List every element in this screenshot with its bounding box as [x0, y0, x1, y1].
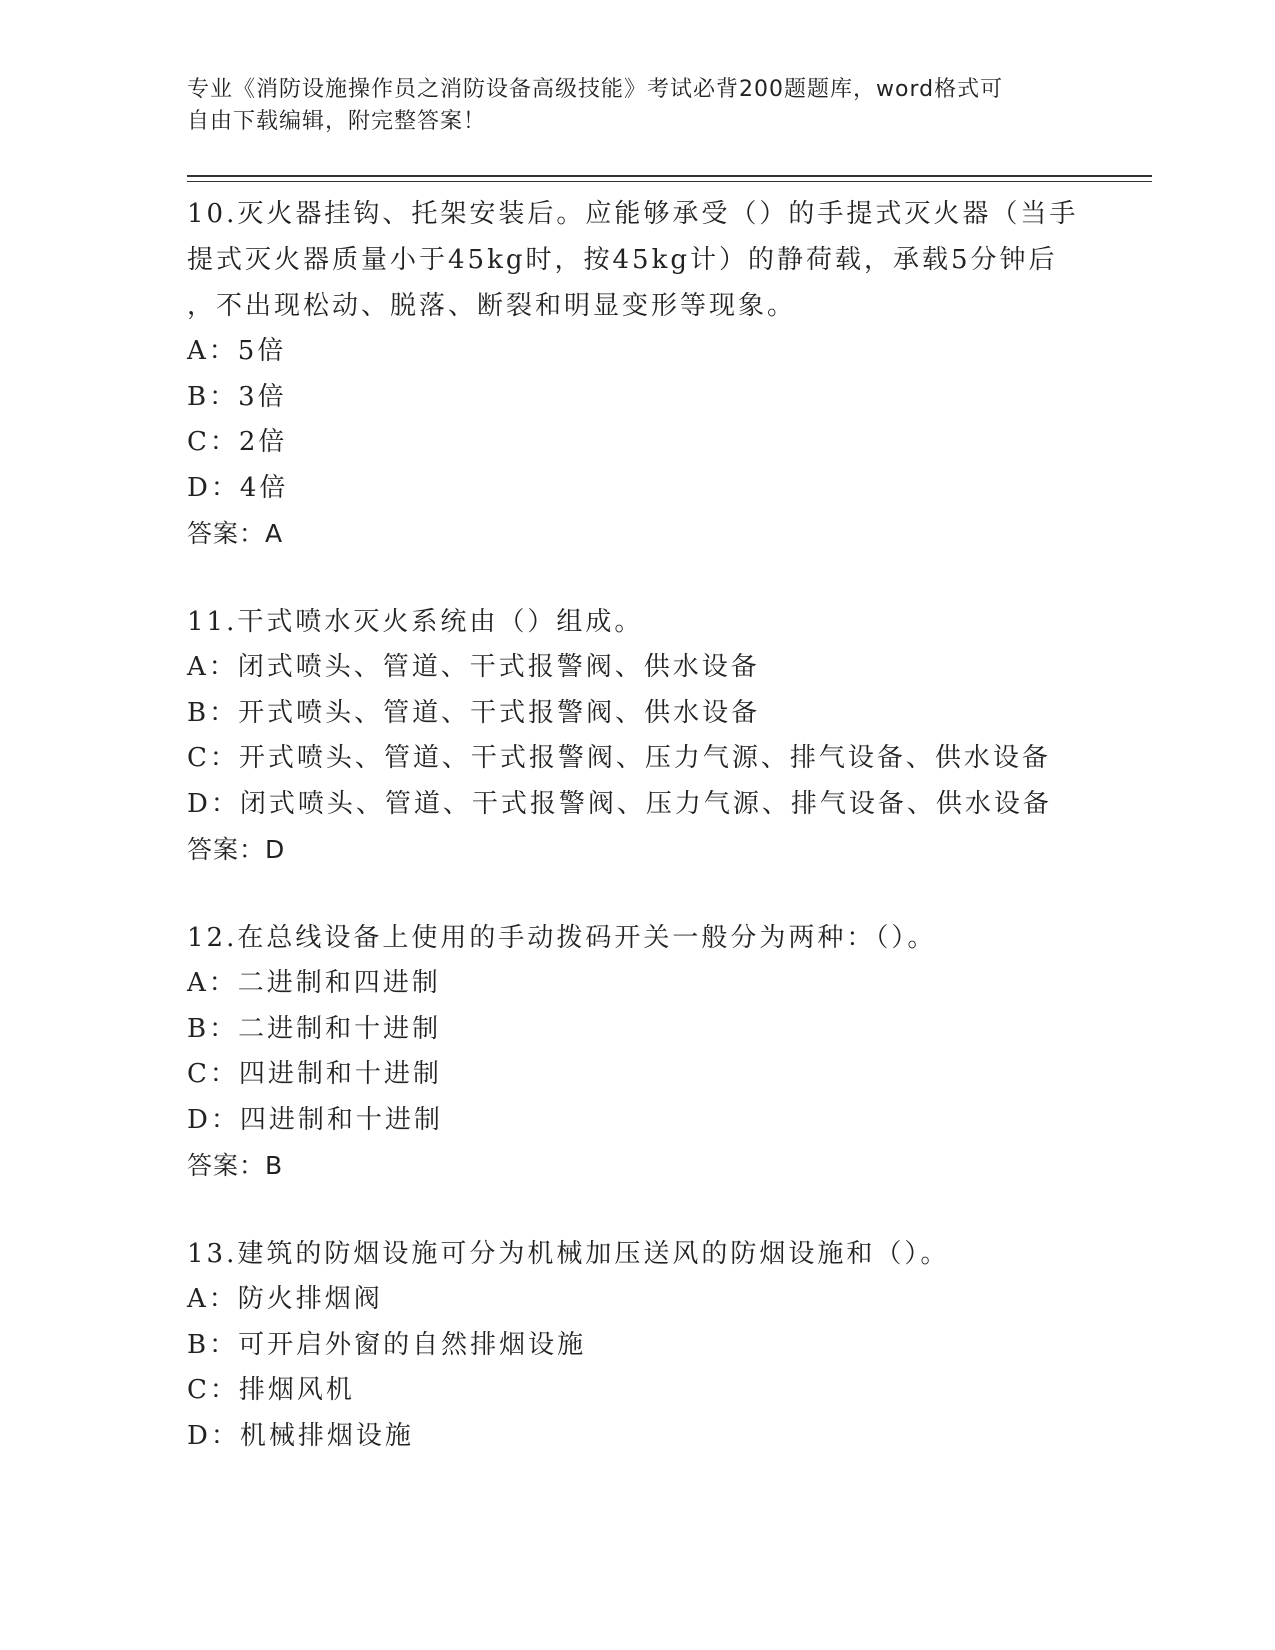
- header-line-1: 专业《消防设施操作员之消防设备高级技能》考试必背200题题库，word格式可: [187, 77, 1004, 102]
- option-d: D：4倍: [187, 472, 289, 503]
- answer: 答案：B: [187, 1151, 284, 1180]
- option-c: C：排烟风机: [187, 1375, 355, 1405]
- option-b: B：可开启外窗的自然排烟设施: [187, 1329, 587, 1360]
- option-a: A：二进制和四进制: [187, 968, 441, 998]
- option-a: A：闭式喷头、管道、干式报警阀、供水设备: [187, 652, 760, 682]
- document-header: [187, 74, 1067, 138]
- answer: 答案：D: [187, 835, 286, 864]
- question-11: [187, 599, 1087, 873]
- option-c: C：四进制和十进制: [187, 1059, 442, 1089]
- option-c: C：2倍: [187, 427, 288, 457]
- option-a: A：5倍: [187, 336, 287, 366]
- question-stem: ，不出现松动、脱落、断裂和明显变形等现象。: [187, 291, 797, 321]
- question-10: [187, 191, 1087, 557]
- option-d: D：闭式喷头、管道、干式报警阀、压力气源、排气设备、供水设备: [187, 788, 1052, 819]
- header-line-2: 自由下载编辑，附完整答案！: [187, 109, 487, 134]
- question-stem: 10.灭火器挂钩、托架安装后。应能够承受（）的手提式灭火器（当手: [187, 199, 1079, 229]
- question-12: [187, 915, 1087, 1189]
- option-a: A：防火排烟阀: [187, 1284, 383, 1314]
- question-stem: 13.建筑的防烟设施可分为机械加压送风的防烟设施和（）。: [187, 1239, 950, 1269]
- question-stem: 11.干式喷水灭火系统由（）组成。: [187, 607, 644, 637]
- answer: 答案：A: [187, 519, 284, 548]
- header-rule-thin: [187, 181, 1152, 182]
- option-d: D：机械排烟设施: [187, 1420, 414, 1451]
- question-stem: 12.在总线设备上使用的手动拨码开关一般分为两种：（）。: [187, 923, 937, 953]
- option-b: B：开式喷头、管道、干式报警阀、供水设备: [187, 697, 761, 728]
- option-c: C：开式喷头、管道、干式报警阀、压力气源、排气设备、供水设备: [187, 743, 1051, 773]
- option-d: D：四进制和十进制: [187, 1104, 443, 1135]
- question-list: [187, 191, 1087, 1501]
- header-rule-thick: [187, 175, 1152, 177]
- option-b: B：3倍: [187, 381, 287, 412]
- question-13: [187, 1231, 1087, 1459]
- question-stem: 提式灭火器质量小于45kg时，按45kg计）的静荷载，承载5分钟后: [187, 245, 1058, 275]
- option-b: B：二进制和十进制: [187, 1013, 442, 1044]
